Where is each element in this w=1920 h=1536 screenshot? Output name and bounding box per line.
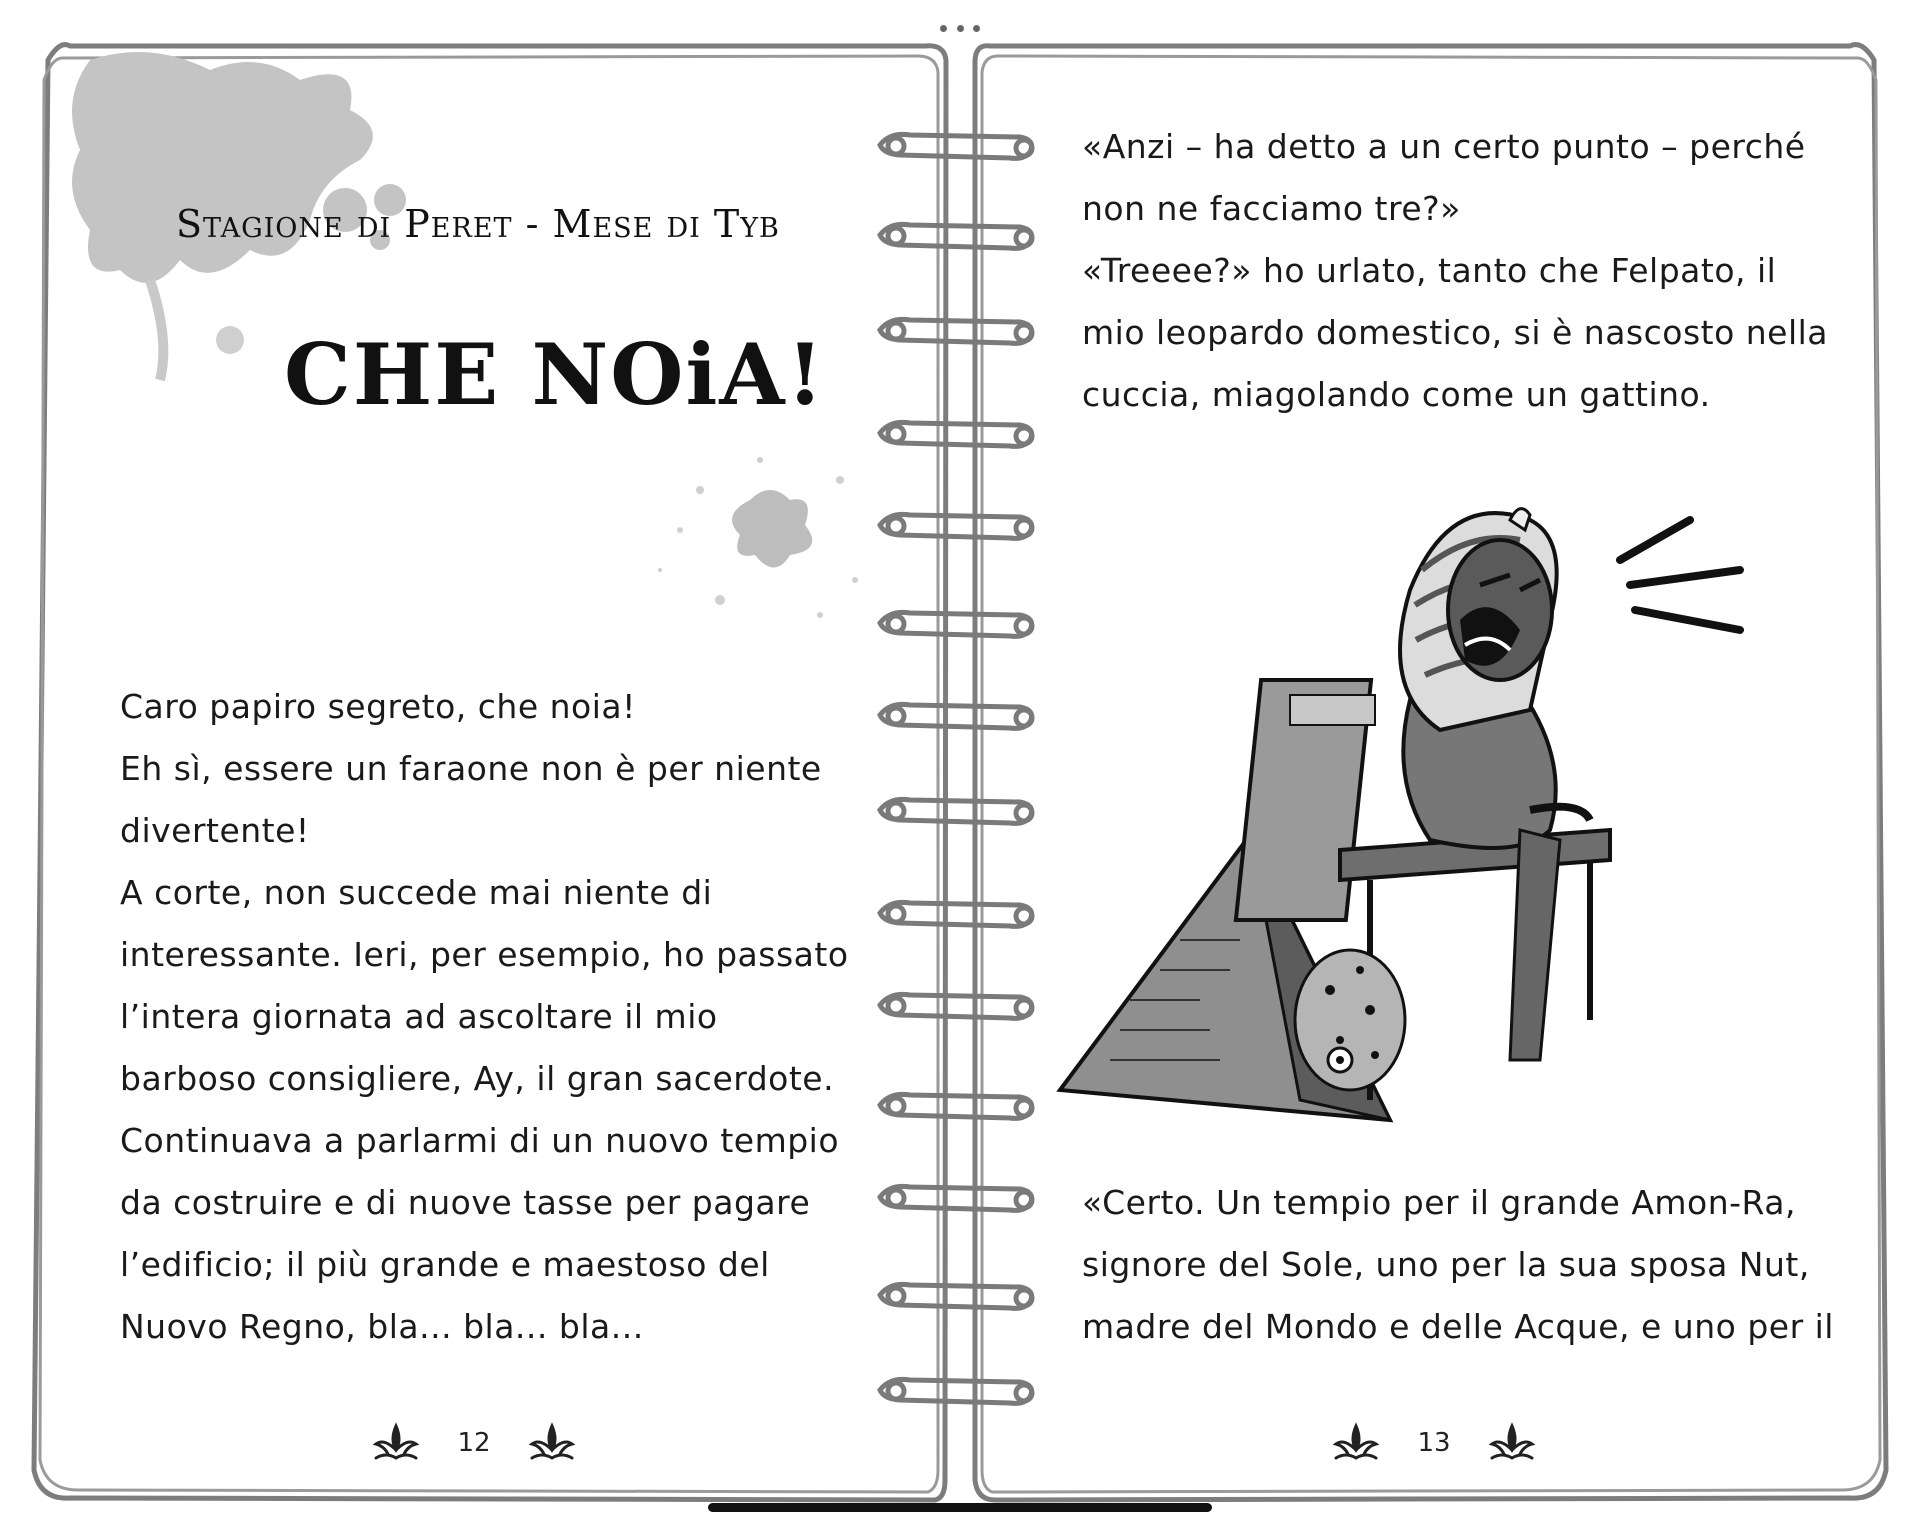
- page-number: 12: [457, 1428, 491, 1458]
- text-line: «Certo. Un tempio per il grande Amon-Ra,: [1082, 1183, 1796, 1222]
- left-page-footer: [366, 1418, 582, 1468]
- text-line: madre del Mondo e delle Acque, e uno per il: [1082, 1307, 1834, 1346]
- right-page-footer: [1326, 1418, 1542, 1468]
- right-bottom-text: [1082, 1172, 1834, 1358]
- right-page: [960, 0, 1920, 1536]
- text-line: l’edificio; il più grande e maestoso del: [120, 1245, 770, 1284]
- text-line: da costruire e di nuove tasse per pagare: [120, 1183, 811, 1222]
- season-heading: Stagione di Peret - Mese di Tyb: [176, 202, 780, 246]
- lotus-ornament-icon: [1482, 1418, 1542, 1468]
- text-line: cuccia, miagolando come un gattino.: [1082, 375, 1711, 414]
- right-top-text: [1082, 116, 1828, 426]
- chapter-title: CHE NOiA!: [284, 325, 826, 424]
- text-line: A corte, non succede mai niente di: [120, 873, 713, 912]
- text-line: Nuovo Regno, bla... bla... bla...: [120, 1307, 644, 1346]
- text-line: barboso consigliere, Ay, il gran sacerdote.: [120, 1059, 835, 1098]
- lotus-ornament-icon: [1326, 1418, 1386, 1468]
- lotus-ornament-icon: [522, 1418, 582, 1468]
- text-line: signore del Sole, uno per la sua sposa Nut,: [1082, 1245, 1810, 1284]
- text-line: «Treeee?» ho urlato, tanto che Felpato, il: [1082, 251, 1777, 290]
- text-line: divertente!: [120, 811, 310, 850]
- home-indicator[interactable]: [708, 1503, 1212, 1512]
- text-line: Continuava a parlarmi di un nuovo tempio: [120, 1121, 840, 1160]
- left-body-text: [120, 676, 849, 1358]
- text-line: «Anzi – ha detto a un certo punto – perché: [1082, 127, 1806, 166]
- text-line: Caro papiro segreto, che noia!: [120, 687, 636, 726]
- text-line: interessante. Ieri, per esempio, ho passato: [120, 935, 849, 974]
- ink-splatter-small-decoration: [640, 440, 880, 640]
- pharaoh-illustration: [1050, 500, 1850, 1140]
- page-number: 13: [1417, 1428, 1451, 1458]
- text-line: Eh sì, essere un faraone non è per niente: [120, 749, 822, 788]
- text-line: non ne facciamo tre?»: [1082, 189, 1461, 228]
- lotus-ornament-icon: [366, 1418, 426, 1468]
- text-line: l’intera giornata ad ascoltare il mio: [120, 997, 718, 1036]
- text-line: mio leopardo domestico, si è nascosto nella: [1082, 313, 1829, 352]
